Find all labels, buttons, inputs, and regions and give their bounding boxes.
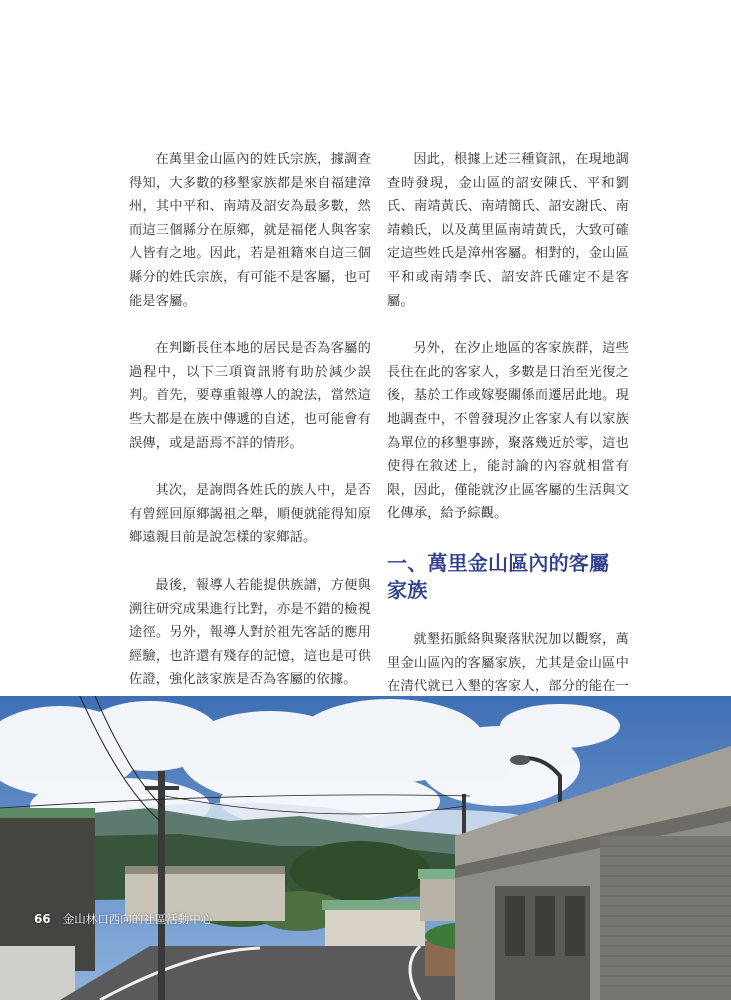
- paragraph: 最後，報導人若能提供族譜，方便與溯往研究成果進行比對，亦是不錯的檢視途徑。另外，報導人對於祖先客話的應用經驗，也許還有殘存的記憶，這也是可供佐證，強化該家族是否為客屬的依據。: [129, 577, 371, 688]
- page-footer: [34, 909, 212, 929]
- paragraph: 在判斷長住本地的居民是否為客屬的過程中，以下三項資訊將有助於減少誤判。首先，要尊重報導人的說法，當然這些大都是在族中傳遞的自述，也可能會有誤傳，或是語焉不詳的情形。: [129, 341, 371, 451]
- left-text-column: [129, 148, 371, 716]
- street-photo-illustration: [0, 696, 731, 1000]
- page-number: 66: [34, 912, 51, 926]
- paragraph: 在萬里金山區內的姓氏宗族，據調查得知，大多數的移墾家族都是來自福建漳州，其中平和、南靖及詔安為最多數，然而這三個縣分在原鄉，就是福佬人與客家人皆有之地。因此，若是祖籍來自這三個縣分的姓氏宗族，有可能不是客屬，也可能是客屬。: [129, 152, 371, 309]
- paragraph: 另外，在汐止地區的客家族群，這些長住在此的客家人，多數是日治至光復之後，基於工作或嫁娶關係而遷居此地。現地調查中，不曾發現汐止客家人有以家族為單位的移墾事跡，聚落幾近於零，這也使得在敘述上，能討論的內容就相當有限，因此，僅能就汐止區客屬的生活與文化傳承，給予綜觀。: [387, 341, 629, 522]
- photo-caption: 金山林口西向的社區活動中心: [62, 912, 213, 926]
- paragraph: 就墾拓脈絡與聚落狀況加以觀察，萬里金山區內的客屬家族，尤其是金山區中在清代就已入墾的客家人，部分的能在一: [387, 631, 629, 695]
- paragraph: 因此，根據上述三種資訊，在現地調查時發現，金山區的詔安陳氏、平和劉氏、南靖黃氏、南靖簡氏、詔安謝氏、南靖賴氏，以及萬里區南靖黃氏，大致可確定這些姓氏是漳州客屬。相對的，金山區平和或南靖李氏、詔安許氏確定不是客屬。: [387, 152, 629, 309]
- street-photo: [0, 696, 731, 1000]
- section-heading: 一、萬里金山區內的客屬家族: [387, 550, 610, 602]
- paragraph: 其次，是詢問各姓氏的族人中，是否有曾經回原鄉謁祖之舉，順便就能得知原鄉遠親目前是說怎樣的家鄉話。: [129, 483, 371, 546]
- right-text-column: [387, 148, 629, 770]
